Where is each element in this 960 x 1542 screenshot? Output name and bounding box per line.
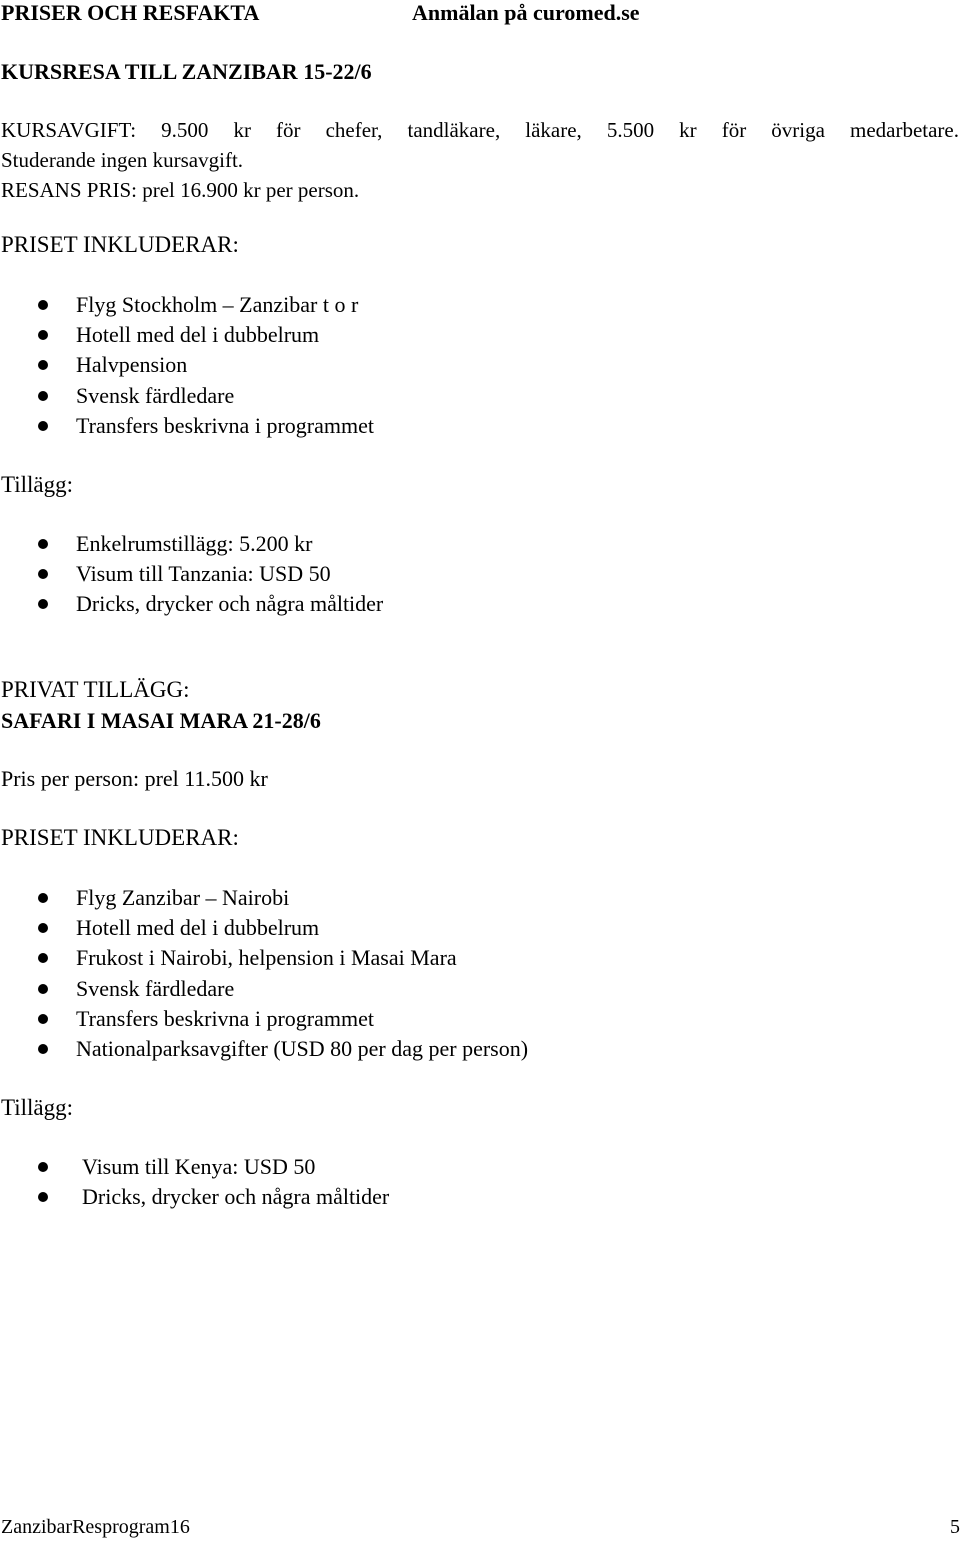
list-item: Nationalparksavgifter (USD 80 per dag per person) xyxy=(38,1034,528,1064)
safari-price-line: Pris per person: prel 11.500 kr xyxy=(1,766,268,791)
list-item: Hotell med del i dubbelrum xyxy=(38,320,374,350)
registration-note: Anmälan på curomed.se xyxy=(412,0,640,25)
bullet-icon xyxy=(38,984,48,994)
bullet-icon xyxy=(38,569,48,579)
footer-page-number: 5 xyxy=(950,1516,960,1538)
list-item: Svensk färdledare xyxy=(38,974,528,1004)
bullet-icon xyxy=(38,953,48,963)
bullet-icon xyxy=(38,539,48,549)
fee-block xyxy=(1,115,959,205)
bullet-icon xyxy=(38,893,48,903)
kursresa-includes-list xyxy=(38,290,374,441)
course-fee-line: KURSAVGIFT: 9.500 kr för chefer, tandläkare, läkare, 5.500 kr för övriga medarbetare. xyxy=(1,118,959,142)
safari-extras-heading: Tillägg: xyxy=(1,1095,74,1120)
list-item: Svensk färdledare xyxy=(38,381,374,411)
list-item: Transfers beskrivna i programmet xyxy=(38,411,374,441)
bullet-icon xyxy=(38,599,48,609)
bullet-icon xyxy=(38,360,48,370)
kursresa-extras-heading: Tillägg: xyxy=(1,472,74,497)
list-item: Visum till Kenya: USD 50 xyxy=(38,1152,389,1182)
bullet-icon xyxy=(38,391,48,401)
list-item: Transfers beskrivna i programmet xyxy=(38,1004,528,1034)
safari-includes-heading: PRISET INKLUDERAR: xyxy=(1,825,239,850)
kursresa-extras-list xyxy=(38,529,383,620)
page-title: PRISER OCH RESFAKTA xyxy=(1,0,260,25)
list-item: Frukost i Nairobi, helpension i Masai Mara xyxy=(38,943,528,973)
bullet-icon xyxy=(38,923,48,933)
safari-title: SAFARI I MASAI MARA 21-28/6 xyxy=(1,708,321,733)
bullet-icon xyxy=(38,421,48,431)
students-line: Studerande ingen kursavgift. xyxy=(1,148,244,172)
footer-document-name: ZanzibarResprogram16 xyxy=(1,1516,190,1538)
list-item: Enkelrumstillägg: 5.200 kr xyxy=(38,529,383,559)
list-item: Dricks, drycker och några måltider xyxy=(38,1182,389,1212)
list-item: Flyg Stockholm – Zanzibar t o r xyxy=(38,290,374,320)
bullet-icon xyxy=(38,1192,48,1202)
bullet-icon xyxy=(38,330,48,340)
list-item: Visum till Tanzania: USD 50 xyxy=(38,559,383,589)
list-item: Flyg Zanzibar – Nairobi xyxy=(38,883,528,913)
bullet-icon xyxy=(38,1014,48,1024)
list-item: Halvpension xyxy=(38,350,374,380)
safari-includes-list xyxy=(38,883,528,1064)
travel-price-line: RESANS PRIS: prel 16.900 kr per person. xyxy=(1,178,360,202)
list-item: Hotell med del i dubbelrum xyxy=(38,913,528,943)
kursresa-title: KURSRESA TILL ZANZIBAR 15-22/6 xyxy=(1,59,372,84)
bullet-icon xyxy=(38,1044,48,1054)
private-addon-heading: PRIVAT TILLÄGG: xyxy=(1,677,190,702)
kursresa-includes-heading: PRISET INKLUDERAR: xyxy=(1,232,239,257)
bullet-icon xyxy=(38,300,48,310)
list-item: Dricks, drycker och några måltider xyxy=(38,589,383,619)
safari-extras-list xyxy=(38,1152,389,1212)
bullet-icon xyxy=(38,1162,48,1172)
